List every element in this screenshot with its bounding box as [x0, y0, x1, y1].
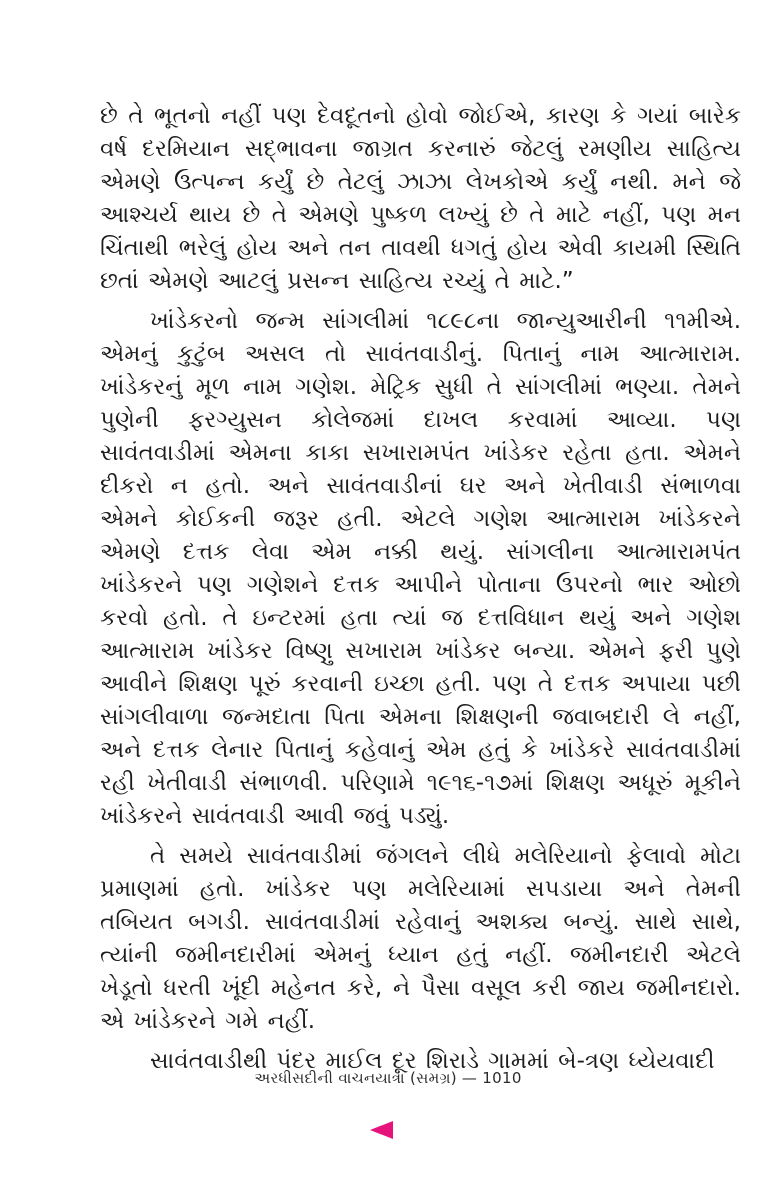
triangle-left-marker-icon: [370, 1121, 393, 1139]
page-footer: [0, 1066, 776, 1090]
text-block: [100, 100, 741, 1085]
body-paragraph: સાવંતવાડીથી પંદર માઈલ દૂર શિરાડે ગામમાં બે-ત્રણ ધ્યેયવાદી: [150, 1048, 715, 1074]
body-paragraph: તે સમયે સાવંતવાડીમાં જંગલને લીધે મલેરિયાનો ફેલાવો મોટા પ્રમાણમાં હતો. ખાંડેકર પણ મલેરિયામાં સપડાયા અને તેમની તબિયત બગડી. સાવંતવાડીમાં રહેવાનું અશક્ય બન્યું. સાથે સાથે, ત્યાંની જમીનદારીમાં એમનું ધ્યાન હતું નહીં. જમીનદારી એટલે ખેડૂતો ધરતી ખૂંદી મહેનત કરે, ને પૈસા વસૂલ કરી જાય જમીનદારો. એ ખાંડેકરને ગમે નહીં.: [100, 843, 741, 1034]
body-paragraph: છે તે ભૂતનો નહીં પણ દેવદૂતનો હોવો જોઈએ, કારણ કે ગયાં બારેક વર્ષ દરમિયાન સદ્ભાવના જાગ્રત કરનારું જેટલું રમણીય સાહિત્ય એમણે ઉત્પન્ન કર્યું છે તેટલું ઝાઝા લેખકોએ કર્યું નથી. મને જે આશ્ચર્ય થાય છે તે એમણે પુષ્કળ લખ્યું છે તે માટે નહીં, પણ મન ચિંતાથી ભરેલું હોય અને તન તાવથી ધગતું હોય એવી કાયમી સ્થિતિ છતાં એમણે આટલું પ્રસન્ન સાહિત્ય રચ્યું તે માટે.”: [100, 103, 741, 294]
body-paragraph: ખાંડેકરનો જન્મ સાંગલીમાં ૧૮૯૮ના જાન્યુઆરીની ૧૧મીએ. એમનું કુટુંબ અસલ તો સાવંતવાડીનું. પિતાનું નામ આત્મારામ. ખાંડેકરનું મૂળ નામ ગણેશ. મેટ્રિક સુધી તે સાંગલીમાં ભણ્યા. તેમને પુણેની ફરગ્યુસન કોલેજમાં દાખલ કરવામાં આવ્યા. પણ સાવંતવાડીમાં એમના કાકા સખારામપંત ખાંડેકર રહેતા હતા. એમને દીકરો ન હતો. અને સાવંતવાડીનાં ઘર અને ખેતીવાડી સંભાળવા એમને કોઈકની જરૂર હતી. એટલે ગણેશ આત્મારામ ખાંડેકરને એમણે દત્તક લેવા એમ નક્કી થયું. સાંગલીના આત્મારામપંત ખાંડેકરને પણ ગણેશને દત્તક આપીને પોતાના ઉપરનો ભાર ઓછો કરવો હતો. તે ઇન્ટરમાં હતા ત્યાં જ દત્તવિધાન થયું અને ગણેશ આત્મારામ ખાંડેકર વિષ્ણુ સખારામ ખાંડેકર બન્યા. એમને ફરી પુણે આવીને શિક્ષણ પૂરું કરવાની ઇચ્છા હતી. પણ તે દત્તક અપાયા પછી સાંગલીવાળા જન્મદાતા પિતા એમના શિક્ષણની જવાબદારી લે નહીં, અને દત્તક લેનાર પિતાનું કહેવાનું એમ હતું કે ખાંડેકરે સાવંતવાડીમાં રહી ખેતીવાડી સંભાળવી. પરિણામે ૧૯૧૬-૧૭માં શિક્ષણ અધૂરું મૂકીને ખાંડેકરને સાવંતવાડી આવી જવું પડ્યું.: [100, 308, 741, 829]
footer-text: અરધીસદીની વાચનયાત્રા (સમગ્ર) — 1010: [254, 1069, 522, 1087]
